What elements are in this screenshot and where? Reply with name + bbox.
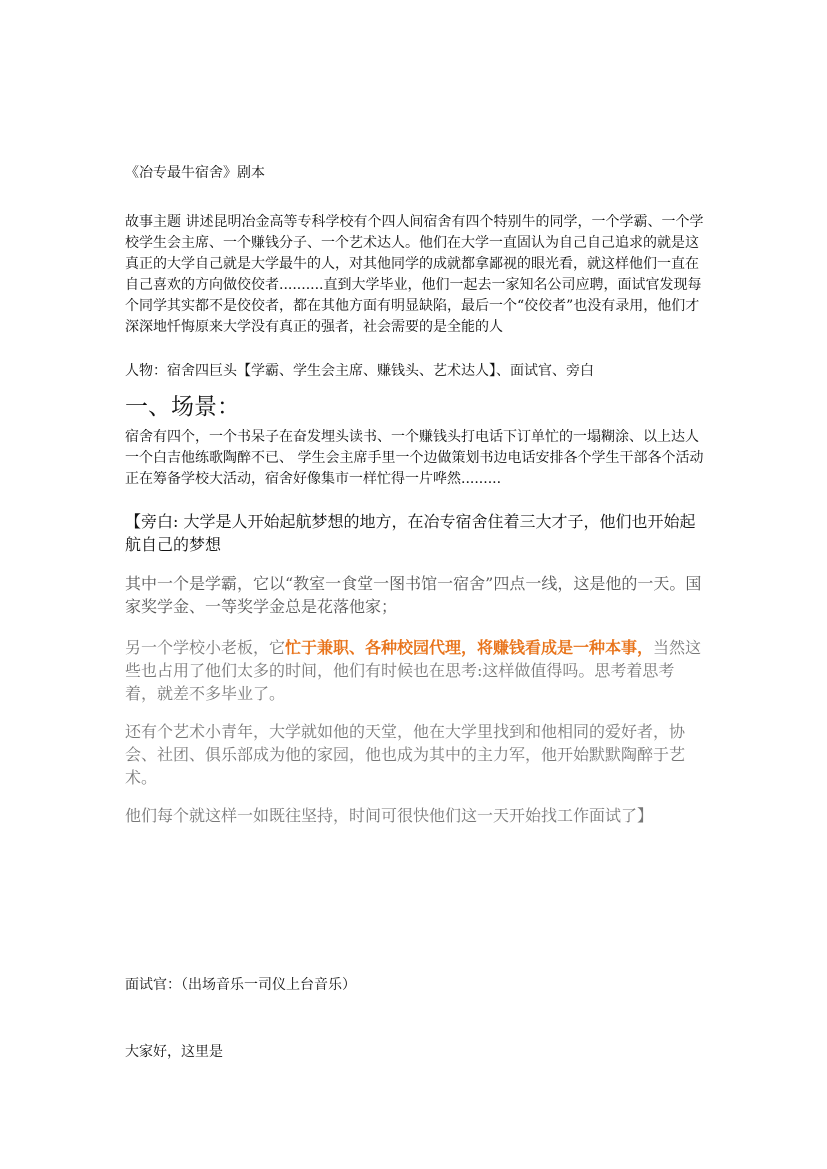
narration-intro: 【旁白: 大学是人开始起航梦想的地方，在冶专宿舍住着三大才子，他们也开始起航自己的梦想 <box>125 512 696 554</box>
interviewer-line: 面试官：（出场音乐一司仪上台音乐） <box>125 977 356 993</box>
narration-paragraph-closing: 他们每个就这样一如既往坚持，时间可很快他们这一天开始找工作面试了】 <box>125 806 654 825</box>
characters-line: 人物：宿舍四巨头【学霸、学生会主席、赚钱头、艺术达人】、面试官、旁白 <box>125 363 594 379</box>
narration-text: 另一个学校小老板，它 <box>125 638 286 657</box>
greeting-line: 大家好，这里是 <box>125 1044 223 1060</box>
scene-heading: 一、场景： <box>125 394 240 420</box>
script-title: 《冶专最牛宿舍》剧本 <box>125 165 265 181</box>
narration-paragraph-scholar: 其中一个是学霸，它以“教室一食堂一图书馆一宿舍”四点一线，这是他的一天。国家奖学金、一等奖学金总是花落他家； <box>125 574 702 616</box>
narration-paragraph-artist: 还有个艺术小青年，大学就如他的天堂，他在大学里找到和他相同的爱好者，协会、社团、俱乐部成为他的家园，他也成为其中的主力军，他开始默默陶醉于艺术。 <box>125 722 686 787</box>
scene-description: 宿舍有四个，一个书呆子在奋发埋头读书、一个赚钱头打电话下订单忙的一塌糊涂、以上达人一个白吉他练歌陶醉不已、 学生会主席手里一个边做策划书边电话安排各个学生干部各个活动正在筹备学校大活动，宿舍好像集市一样忙得一片哗然......... <box>125 429 704 487</box>
narration-paragraph-businessman <box>125 636 705 705</box>
story-theme-paragraph: 故事主题 讲述昆明冶金高等专科学校有个四人间宿舍有四个特别牛的同学，一个学霸、一个学校学生会主席、一个赚钱分子、一个艺术达人。他们在大学一直固认为自己自己追求的就是这真正的大学自己就是大学最牛的人，对其他同学的成就都拿鄙视的眼光看，就这样他们一直在自己喜欢的方向做佼佼者..........直到大学毕业，他们一起去一家知名公司应聘，面试官发现每个同学其实都不是佼佼者，都在其他方面有明显缺陷，最后一个“佼佼者”也没有录用，他们才深深地忏悔原来大学没有真正的强者，社会需要的是全能的人 <box>125 214 704 335</box>
narration-text: 当然这些也占用了他们太多的时间，他们有时候也在思考:这样做值得吗。思考着思考着，就差不多毕业了。 <box>125 638 702 703</box>
highlighted-phrase: 忙于兼职、各种校园代理，将赚钱看成是一种本事， <box>285 638 654 657</box>
